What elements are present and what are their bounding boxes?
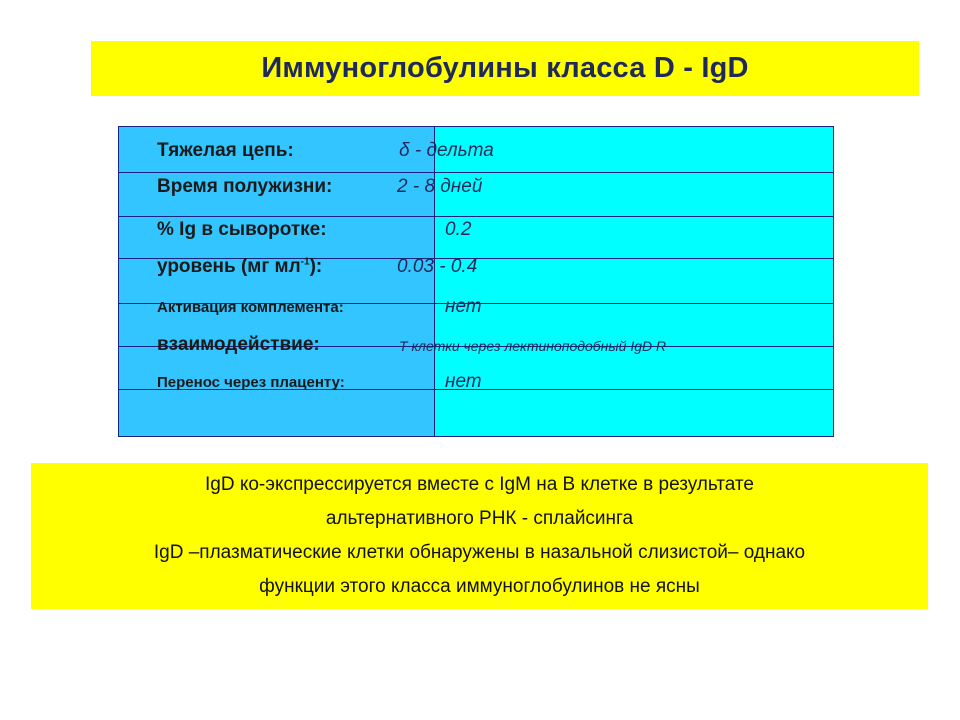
serum-percent-value: 0.2 [445, 219, 472, 240]
complement-label: Активация комплемента: [157, 299, 344, 316]
level-label-end: ): [309, 256, 323, 277]
placenta-value: нет [445, 371, 482, 392]
level-label [157, 256, 322, 278]
row-divider [119, 216, 833, 217]
serum-percent-label: % Ig в сыворотке: [157, 219, 327, 240]
heavy-chain-label: Тяжелая цепь: [157, 140, 294, 161]
properties-table [118, 126, 834, 437]
interaction-label: взаимодействие: [157, 334, 320, 355]
level-label-sup: -1 [300, 256, 310, 268]
note-line: альтернативного РНК - сплайсинга [325, 508, 634, 529]
interaction-value: Т клетки через лектиноподобный IgD R [399, 338, 667, 354]
complement-value: нет [445, 296, 482, 317]
row-divider [119, 172, 833, 173]
level-label-text: уровень (мг мл [157, 256, 301, 277]
level-value: 0.03 - 0.4 [397, 256, 478, 277]
note-line: функции этого класса иммуноглобулинов не ясны [259, 576, 700, 597]
note-line: IgD –плазматические клетки обнаружены в назальной слизистой– однако [153, 542, 806, 563]
half-life-value: 2 - 8 дней [397, 176, 483, 197]
half-life-label: Время полужизни: [157, 176, 333, 197]
heavy-chain-value: δ - дельта [399, 140, 494, 161]
title-band [91, 41, 919, 96]
notes-box [31, 463, 928, 609]
note-line: IgD ко-экспрессируется вместе с IgM на В клетке в результате [204, 474, 754, 495]
slide-title: Иммуноглобулины класса D - IgD [261, 52, 749, 84]
placenta-label: Перенос через плаценту: [157, 374, 345, 391]
